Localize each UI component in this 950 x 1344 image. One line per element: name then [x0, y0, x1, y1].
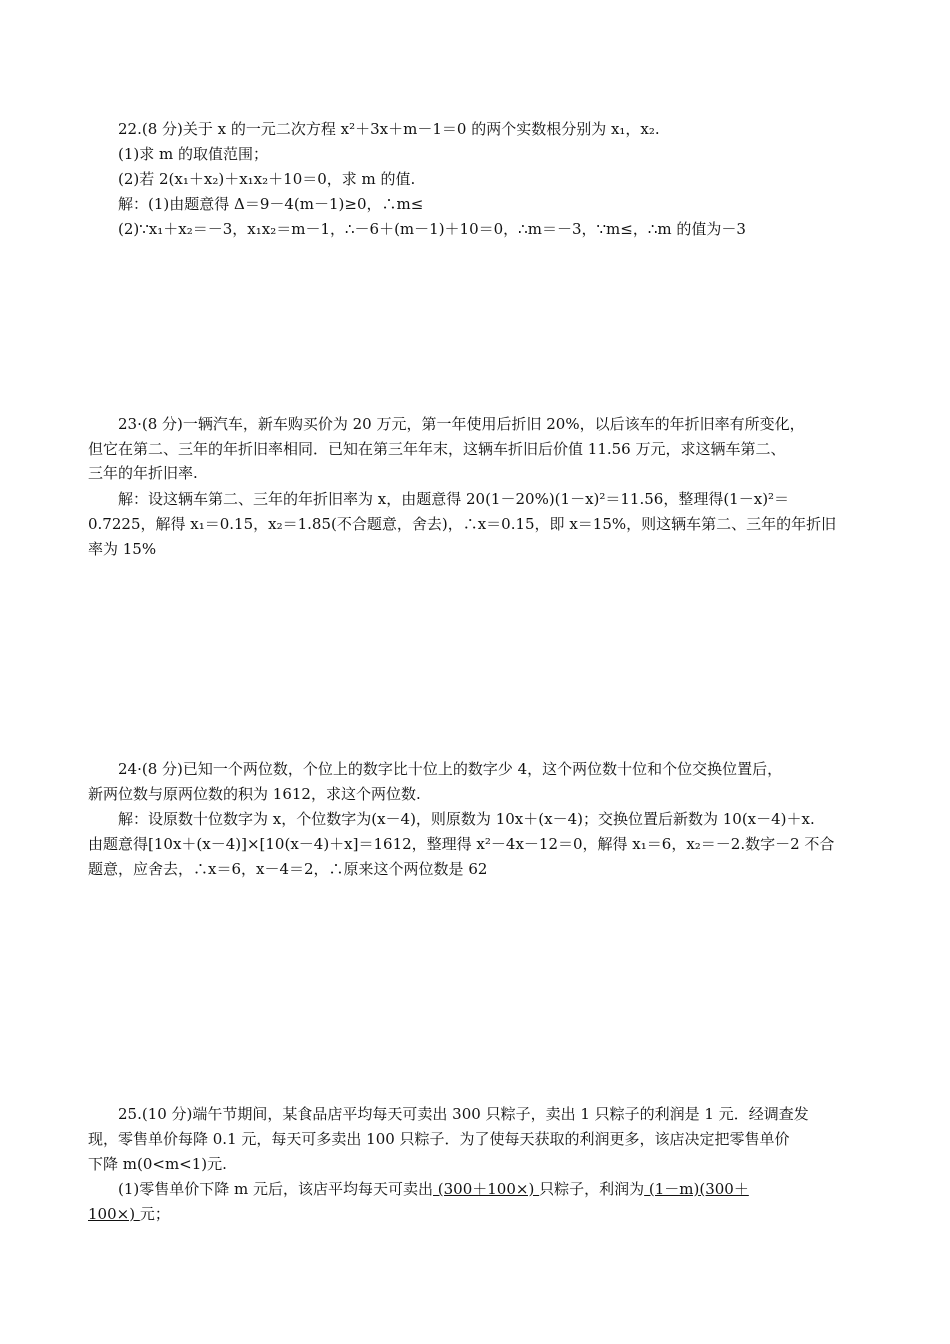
q25-unit: 元；	[139, 1205, 170, 1223]
q25-line-1: 25.(10 分)端午节期间，某食品店平均每天可卖出 300 只粽子，卖出 1 只粽子的利润是 1 元．经调查发	[118, 1105, 809, 1123]
q25-answer-profit-end: 100×)	[88, 1205, 140, 1223]
q23-line-5: 0.7225，解得 x₁＝0.15，x₂＝1.85(不合题意，舍去)，∴x＝0.15，即 x＝15%，则这辆车第二、三年的年折旧	[88, 515, 837, 533]
q25-part1-mid: 只粽子，利润为	[539, 1180, 645, 1198]
q22-line-1: 22.(8 分)关于 x 的一元二次方程 x²＋3x＋m－1＝0 的两个实数根分别为 x₁，x₂.	[118, 120, 660, 138]
q25-answer-count: (300＋100×)	[433, 1180, 540, 1198]
q25-line-3: 下降 m(0<m<1)元.	[88, 1155, 227, 1173]
q22-line-5: (2)∵x₁＋x₂＝－3，x₁x₂＝m－1，∴－6＋(m－1)＋10＝0，∴m＝－3，∵m≤，∴m 的值为－3	[118, 220, 746, 238]
q25-line-5	[88, 1203, 170, 1225]
q24-line-1: 24·(8 分)已知一个两位数，个位上的数字比十位上的数字少 4，这个两位数十位和个位交换位置后，	[118, 760, 783, 778]
q25-answer-profit-start: (1－m)(300＋	[644, 1180, 749, 1198]
q25-part1-prompt: (1)零售单价下降 m 元后，该店平均每天可卖出	[118, 1180, 434, 1198]
q24-line-4: 由题意得[10x＋(x－4)]×[10(x－4)＋x]＝1612，整理得 x²－4x－12＝0，解得 x₁＝6，x₂＝－2.数字－2 不合	[88, 835, 835, 853]
q23-line-2: 但它在第二、三年的年折旧率相同．已知在第三年年末，这辆车折旧后价值 11.56 万元，求这辆车第二、	[88, 440, 786, 458]
q24-line-3: 解：设原数十位数字为 x，个位数字为(x－4)，则原数为 10x＋(x－4)；交换位置后新数为 10(x－4)＋x.	[118, 810, 815, 828]
q23-line-4: 解：设这辆车第二、三年的年折旧率为 x，由题意得 20(1－20%)(1－x)²＝11.56，整理得(1－x)²＝	[118, 490, 790, 508]
q25-line-2: 现，零售单价每降 0.1 元，每天可多卖出 100 只粽子．为了使每天获取的利润更多，该店决定把零售单价	[88, 1130, 790, 1148]
q23-line-1: 23·(8 分)一辆汽车，新车购买价为 20 万元，第一年使用后折旧 20%，以后该车的年折旧率有所变化，	[118, 415, 805, 433]
q24-line-2: 新两位数与原两位数的积为 1612，求这个两位数.	[88, 785, 421, 803]
q22-line-3: (2)若 2(x₁＋x₂)＋x₁x₂＋10＝0，求 m 的值.	[118, 170, 416, 188]
q25-line-4	[118, 1178, 749, 1200]
q22-line-4: 解：(1)由题意得 Δ＝9－4(m－1)≥0，∴m≤	[118, 195, 424, 213]
q23-line-3: 三年的年折旧率.	[88, 464, 198, 482]
q22-line-2: (1)求 m 的取值范围；	[118, 145, 269, 163]
q23-line-6: 率为 15%	[88, 540, 157, 558]
q24-line-5: 题意，应舍去，∴x＝6，x－4＝2，∴原来这个两位数是 62	[88, 860, 488, 878]
